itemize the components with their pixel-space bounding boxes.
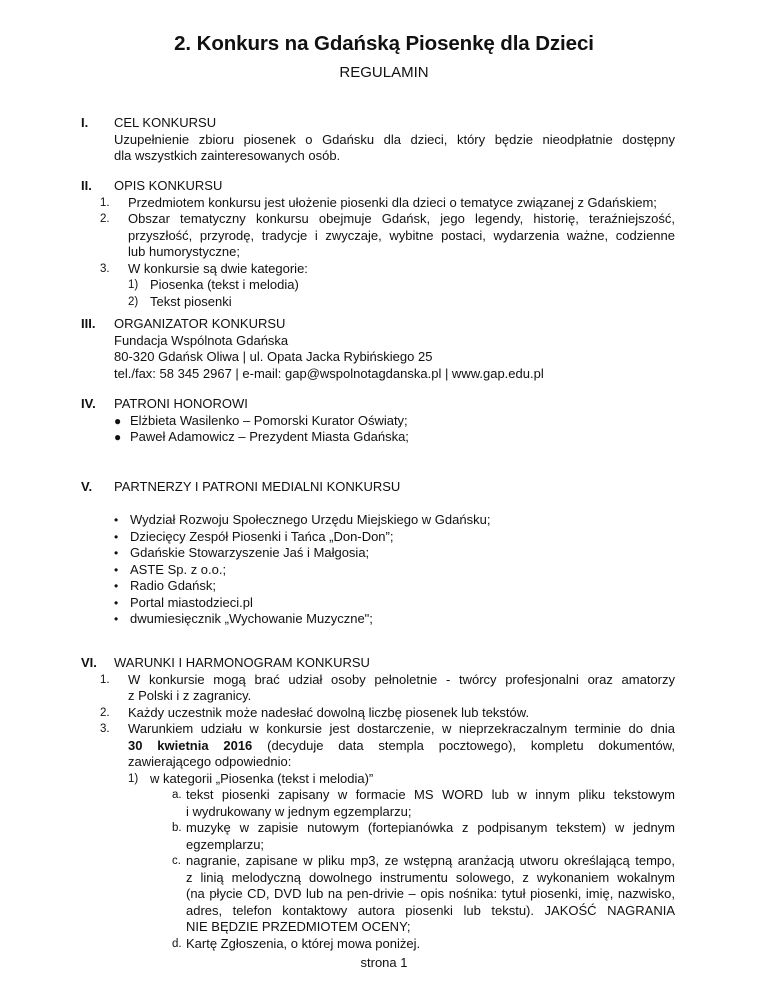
bullet-text: Paweł Adamowicz – Prezydent Miasta Gdańska; [130,429,409,444]
section-number: V. [81,479,93,494]
page-number: strona 1 [360,955,408,970]
section-heading: CEL KONKURSU [114,115,217,130]
section-heading: WARUNKI I HARMONOGRAM KONKURSU [114,655,370,670]
list-item-text [128,738,675,755]
list-item-text: Warunkiem udziału w konkursie jest dostarczenie, w nieprzekraczalnym terminie do dnia [128,721,675,736]
sub-list-item [128,294,675,311]
bullet-text: dwumiesięcznik „Wychowanie Muzyczne"; [130,611,373,626]
section-heading: ORGANIZATOR KONKURSU [114,316,286,331]
list-item-text: W konkursie mogą brać udział osoby pełnoletnie - twórcy profesjonalni oraz amatorzy [128,671,675,687]
list-number: 3. [100,262,110,275]
list-letter: b. [172,822,182,834]
bullet-item [114,413,675,430]
list-item-text: z Polski i z zagranicy. [128,688,252,703]
list-number: 3. [100,723,110,735]
deadline-date: 30 kwietnia 2016 [128,737,253,753]
paragraph-line: Uzupełnienie zbioru piosenek o Gdańsku dla dzieci, który będzie nieodpłatnie dostępny [114,131,675,147]
bullet-icon: • [114,579,119,593]
list-item-text: zawierającego odpowiednio: [128,754,292,769]
list-item-text: przyszłość, przyrodę, tradycje i zwyczaje, wybitne postaci, wydarzenia ważne, codzienne [128,227,675,243]
list-item [100,211,675,261]
list-number: 2. [100,213,110,225]
sub-sub-list-item [114,853,675,936]
deadline-note: (decyduje data stempla pocztowego), kompletu dokumentów, [267,737,675,753]
sub-list-item [128,277,675,294]
list-number: 2) [128,295,139,308]
bullet-text: ASTE Sp. z o.o.; [130,561,227,577]
section-heading: OPIS KONKURSU [114,178,223,193]
organizer-contact: tel./fax: 58 345 2967 | e-mail: gap@wspolnotagdanska.pl | www.gap.edu.pl [114,365,544,381]
list-item-text: lub humorystyczne; [128,244,240,259]
bullet-item [114,529,675,546]
list-letter: d. [172,937,182,950]
list-item-text: Piosenka (tekst i melodia) [150,277,299,292]
list-letter: a. [172,789,182,801]
bullet-item [114,595,675,612]
sub-list-item [128,771,675,788]
bullet-icon: • [114,529,119,544]
bullet-icon: ● [114,413,122,428]
list-item-text: tekst piosenki zapisany w formacie MS WORD lub w innym pliku tekstowym [186,787,675,802]
section-number: II. [81,178,92,193]
list-item-text: Obszar tematyczny konkursu obejmuje Gdańsk, jego legendy, historię, teraźniejszość, [128,211,675,226]
bullet-icon: • [114,513,119,527]
bullet-icon: • [114,612,119,626]
section-number: IV. [81,396,96,411]
bullet-text: Wydział Rozwoju Społecznego Urzędu Miejskiego w Gdańsku; [130,512,491,527]
bullet-text: Dziecięcy Zespół Piosenki i Tańca „Don-Don”; [130,528,394,544]
bullet-item [114,611,675,628]
list-item-text: z linią melodyczną dowolnego instrumentu solowego, z wykonaniem wokalnym [186,869,675,885]
bullet-icon: • [114,562,119,577]
list-item-text: adres, telefon kontaktowy autora piosenki lub tekstu). JAKOŚĆ NAGRANIA [186,902,675,918]
document-title: 2. Konkurs na Gdańską Piosenkę dla Dzieci [174,32,594,55]
list-number: 2. [100,706,110,719]
list-item [100,704,675,722]
sub-sub-list-item [114,936,675,953]
list-item [100,671,675,705]
paragraph-line: dla wszystkich zainteresowanych osób. [114,148,341,163]
list-item-text: i wydrukowany w jednym egzemplarzu; [186,803,412,819]
list-item-text: NIE BĘDZIE PRZEDMIOTEM OCENY; [186,919,411,934]
bullet-text: Elżbieta Wasilenko – Pomorski Kurator Oświaty; [130,412,408,428]
bullet-icon: • [114,546,119,560]
list-item-text: Każdy uczestnik może nadesłać dowolną liczbę piosenek lub tekstów. [128,704,530,720]
document-subtitle: REGULAMIN [339,64,429,81]
bullet-text: Gdańskie Stowarzyszenie Jaś i Małgosia; [130,545,370,560]
bullet-item [114,545,675,562]
bullet-icon: ● [114,430,122,444]
list-item-text: nagranie, zapisane w pliku mp3, ze wstępną aranżacją utworu określającą tempo, [186,853,675,868]
sub-sub-list-item [114,787,675,820]
list-item-text: muzykę w zapisie nutowym (fortepianówka z podpisanym tekstem) w jednym [186,820,675,835]
bullet-item [114,512,675,529]
section-heading: PARTNERZY I PATRONI MEDIALNI KONKURSU [114,479,401,494]
list-item-text: egzemplarzu; [186,836,265,852]
list-number: 1. [100,673,110,686]
organizer-name: Fundacja Wspólnota Gdańska [114,332,289,348]
list-letter: c. [172,855,181,867]
bullet-text: Portal miastodzieci.pl [130,594,253,610]
sub-sub-list-item [114,820,675,853]
list-item [100,721,675,771]
section-number: I. [81,115,89,130]
list-item-text: W konkursie są dwie kategorie: [128,260,308,276]
list-number: 1. [100,196,110,209]
list-item-text: w kategorii „Piosenka (tekst i melodia)” [150,770,374,786]
list-item-text: Przedmiotem konkursu jest ułożenie piosenki dla dzieci o tematyce związanej z Gdańskiem; [128,194,657,210]
list-item-text: (na płycie CD, DVD lub na pen-drivie – opis nośnika: tytuł piosenki, imię, nazwisko, [186,886,675,901]
list-number: 1) [128,279,139,291]
bullet-text: Radio Gdańsk; [130,578,216,593]
bullet-item [114,562,675,579]
bullet-item [114,429,675,446]
bullet-icon: • [114,595,119,610]
list-item-text: Kartę Zgłoszenia, o której mowa poniżej. [186,935,421,951]
list-item-text: Tekst piosenki [150,293,232,309]
list-item [100,194,675,212]
section-number: VI. [81,655,97,670]
section-number: III. [81,316,96,331]
organizer-address: 80-320 Gdańsk Oliwa | ul. Opata Jacka Rybińskiego 25 [114,349,433,364]
bullet-item [114,578,675,595]
section-heading: PATRONI HONOROWI [114,396,248,411]
list-number: 1) [128,772,139,785]
list-item [100,260,675,278]
